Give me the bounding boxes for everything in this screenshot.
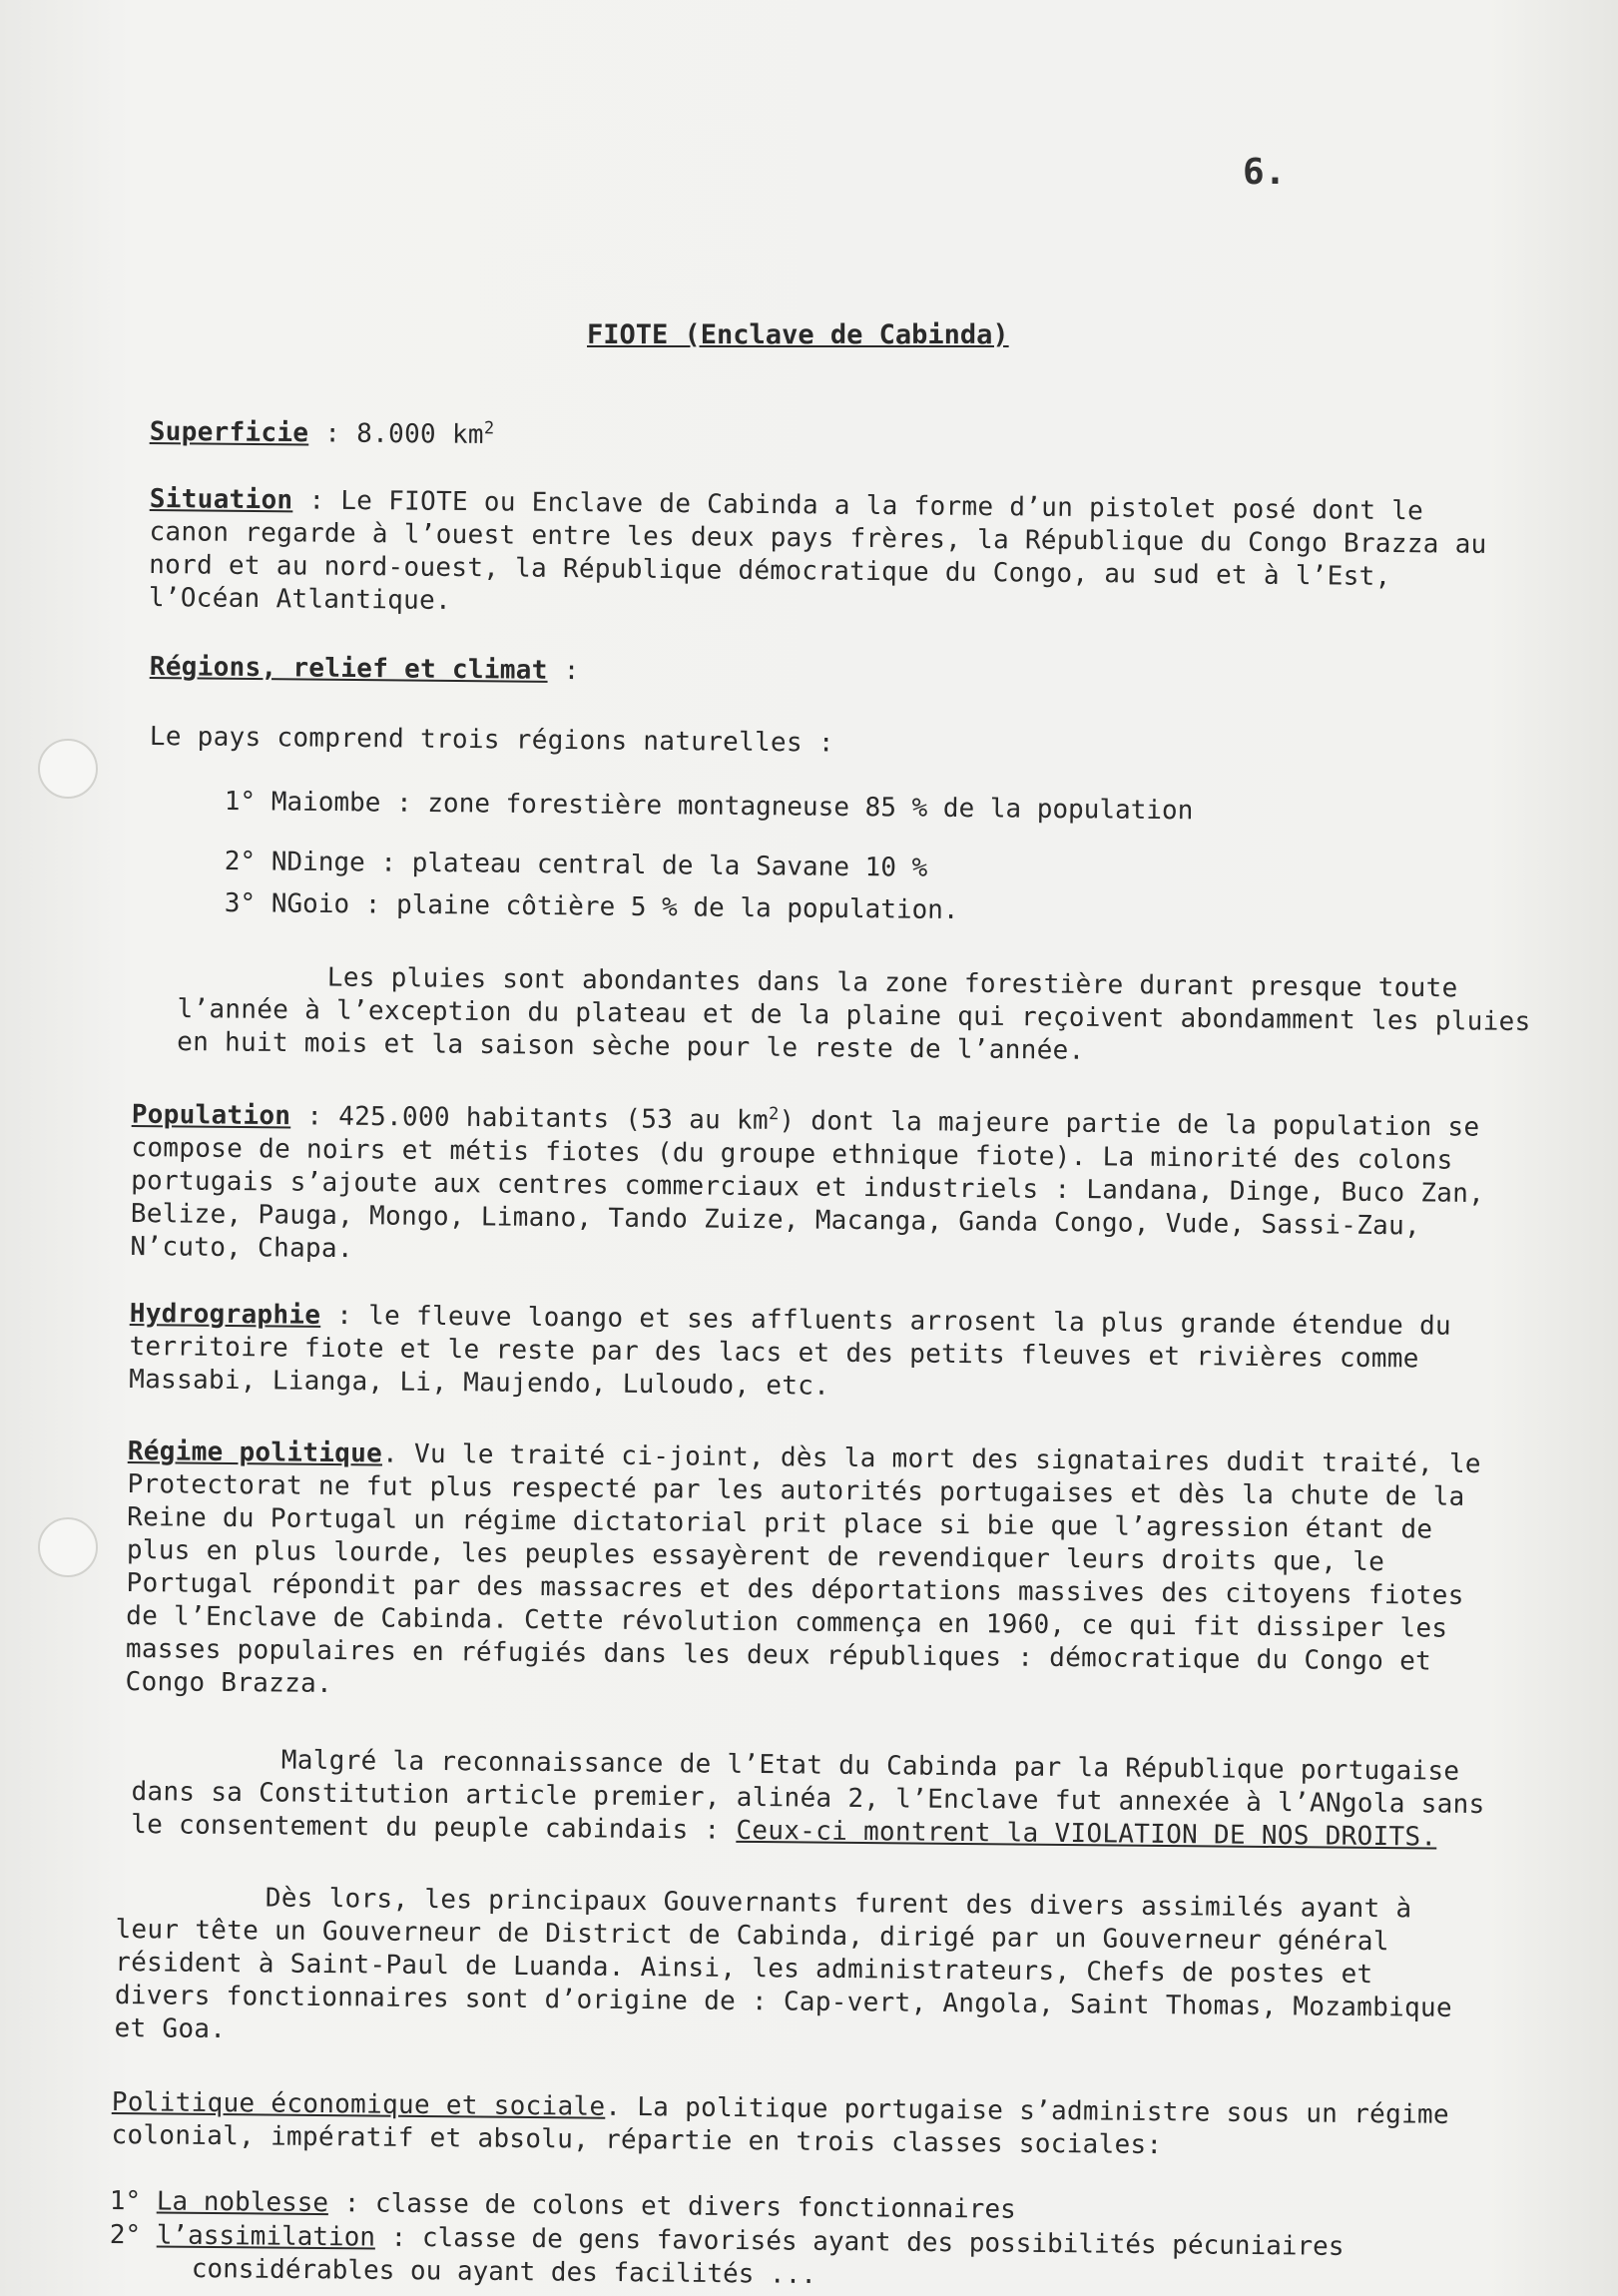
reconnaissance-underlined: Ceux-ci montrent la VIOLATION DE NOS DROITS.	[736, 1815, 1437, 1853]
region-item: 3° NGoio : plaine côtière 5 % de la population.	[224, 888, 959, 926]
class-text: : classe de colons et divers fonctionnaires	[343, 2188, 1016, 2225]
population-label: Population	[131, 1099, 291, 1132]
gouvernants-text: Dès lors, les principaux Gouvernants furent des divers assimilés ayant à leur tête un Gouverneur de District de Cabinda, dirigé par un Gouverneur général résident à Saint-Paul de Luanda. Ainsi, les administrateurs, Chefs de postes et divers fonctionnaires sont d’origine de : Cap-vert, Angola, Saint Thomas, Mozambique et Goa.	[114, 1883, 1453, 2045]
region-item: 1° Maiombe : zone forestière montagneuse 85 % de la population	[224, 787, 1194, 827]
population-text-b: ) dont la majeure partie de la population se compose de noirs et métis fiotes (du groupe ethnique fiote). La minorité des colons portugais s’ajoute aux centres commerciaux et industriels : Landana, Dinge, Buco Zan, Belize, Pauga, Mongo, Limano, Tando Zuize, Macanga, Ganda Congo, Vude, Sassi-Zau, N’cuto, Chapa.	[130, 1105, 1485, 1264]
class-num: 1°	[109, 2186, 142, 2217]
regime-text: . Vu le traité ci-joint, dès la mort des signataires dudit traité, le Protectorat ne fut plus respecté par les autorités portugaises et dès la chute de la Reine du Portugal un régime dictatorial prit place si bie que l’agression étant de plus en plus lourde, les peuples essayèrent de revendiquer leurs droits que, le Portugal répondit par des massacres et des déportations massives des citoyens fiotes de l’Enclave de Cabinda. Cette révolution commença en 1960, ce qui fit dissiper les masses populaires en réfugiés dans les deux républiques : démocratique du Congo et Congo Brazza.	[125, 1438, 1481, 1699]
superficie-sup: 2	[483, 418, 495, 439]
regime-paragraph	[125, 1435, 1494, 1712]
politique-text: . La politique portugaise s’administre sous un régime colonial, impératif et absolu, répartie en trois classes sociales:	[111, 2091, 1450, 2161]
punch-hole	[38, 1517, 98, 1577]
regions-suffix: :	[563, 655, 580, 687]
superficie-value: : 8.000 km	[324, 418, 484, 450]
class-label: l’assimilation	[156, 2220, 376, 2253]
gouvernants-paragraph	[114, 1881, 1483, 2058]
superficie-label: Superficie	[149, 416, 309, 449]
class-text: : classe de gens favorisés ayant des possibilités pécuniaires	[390, 2222, 1345, 2262]
regime-label: Régime politique	[127, 1436, 383, 1469]
region-item: 2° NDinge : plateau central de la Savane 10 %	[224, 847, 928, 883]
punch-hole	[38, 739, 98, 799]
hydrographie-label: Hydrographie	[129, 1299, 321, 1331]
situation-text: : Le FIOTE ou Enclave de Cabinda a la forme d’un pistolet posé dont le canon regarde à l’ouest entre les deux pays frères, la République du Congo Brazza au nord et au nord-ouest, la République démocratique du Congo, au sud et à l’Est, l’Océan Atlantique.	[148, 485, 1487, 616]
climate-text: Les pluies sont abondantes dans la zone forestière durant presque toute l’année à l’exception du plateau et de la plaine qui reçoivent abondamment les pluies en huit mois et la saison sèche pour le reste de l’année.	[177, 962, 1531, 1066]
reconnaissance-paragraph	[131, 1743, 1499, 1855]
politique-label: Politique économique et sociale	[111, 2087, 606, 2122]
climate-paragraph	[177, 960, 1545, 1072]
document-title: FIOTE (Enclave de Cabinda)	[587, 319, 1009, 350]
hydrographie-text: : le fleuve loango et ses affluents arrosent la plus grande étendue du territoire fiote et le reste par des lacs et des petits fleuves et rivières comme Massabi, Lianga, Li, Maujendo, Luloudo, etc.	[129, 1300, 1452, 1402]
regions-label: Régions, relief et climat	[149, 651, 548, 686]
politique-paragraph	[111, 2086, 1479, 2165]
population-sup: 2	[768, 1104, 780, 1125]
class-item	[110, 2186, 1016, 2225]
page-number: 6.	[1243, 152, 1287, 193]
population-text-a: : 425.000 habitants (53 au km	[306, 1101, 770, 1136]
class-num: 2°	[109, 2220, 142, 2251]
regions-heading	[150, 651, 1517, 697]
situation-paragraph	[149, 483, 1517, 628]
hydrographie-paragraph	[129, 1298, 1497, 1410]
class-continuation: considérables ou ayant des facilités ...	[191, 2254, 817, 2291]
superficie-paragraph	[150, 409, 1517, 462]
class-label: La noblesse	[156, 2186, 329, 2219]
reconnaissance-text: Malgré la reconnaissance de l’Etat du Cabinda par la République portugaise dans sa Constitution article premier, alinéa 2, l’Enclave fut annexée à l’ANgola sans le consentement du peuple cabindais :	[131, 1745, 1485, 1846]
population-paragraph	[130, 1092, 1499, 1277]
regions-intro: Le pays comprend trois régions naturelles :	[149, 721, 834, 759]
situation-label: Situation	[149, 483, 293, 516]
